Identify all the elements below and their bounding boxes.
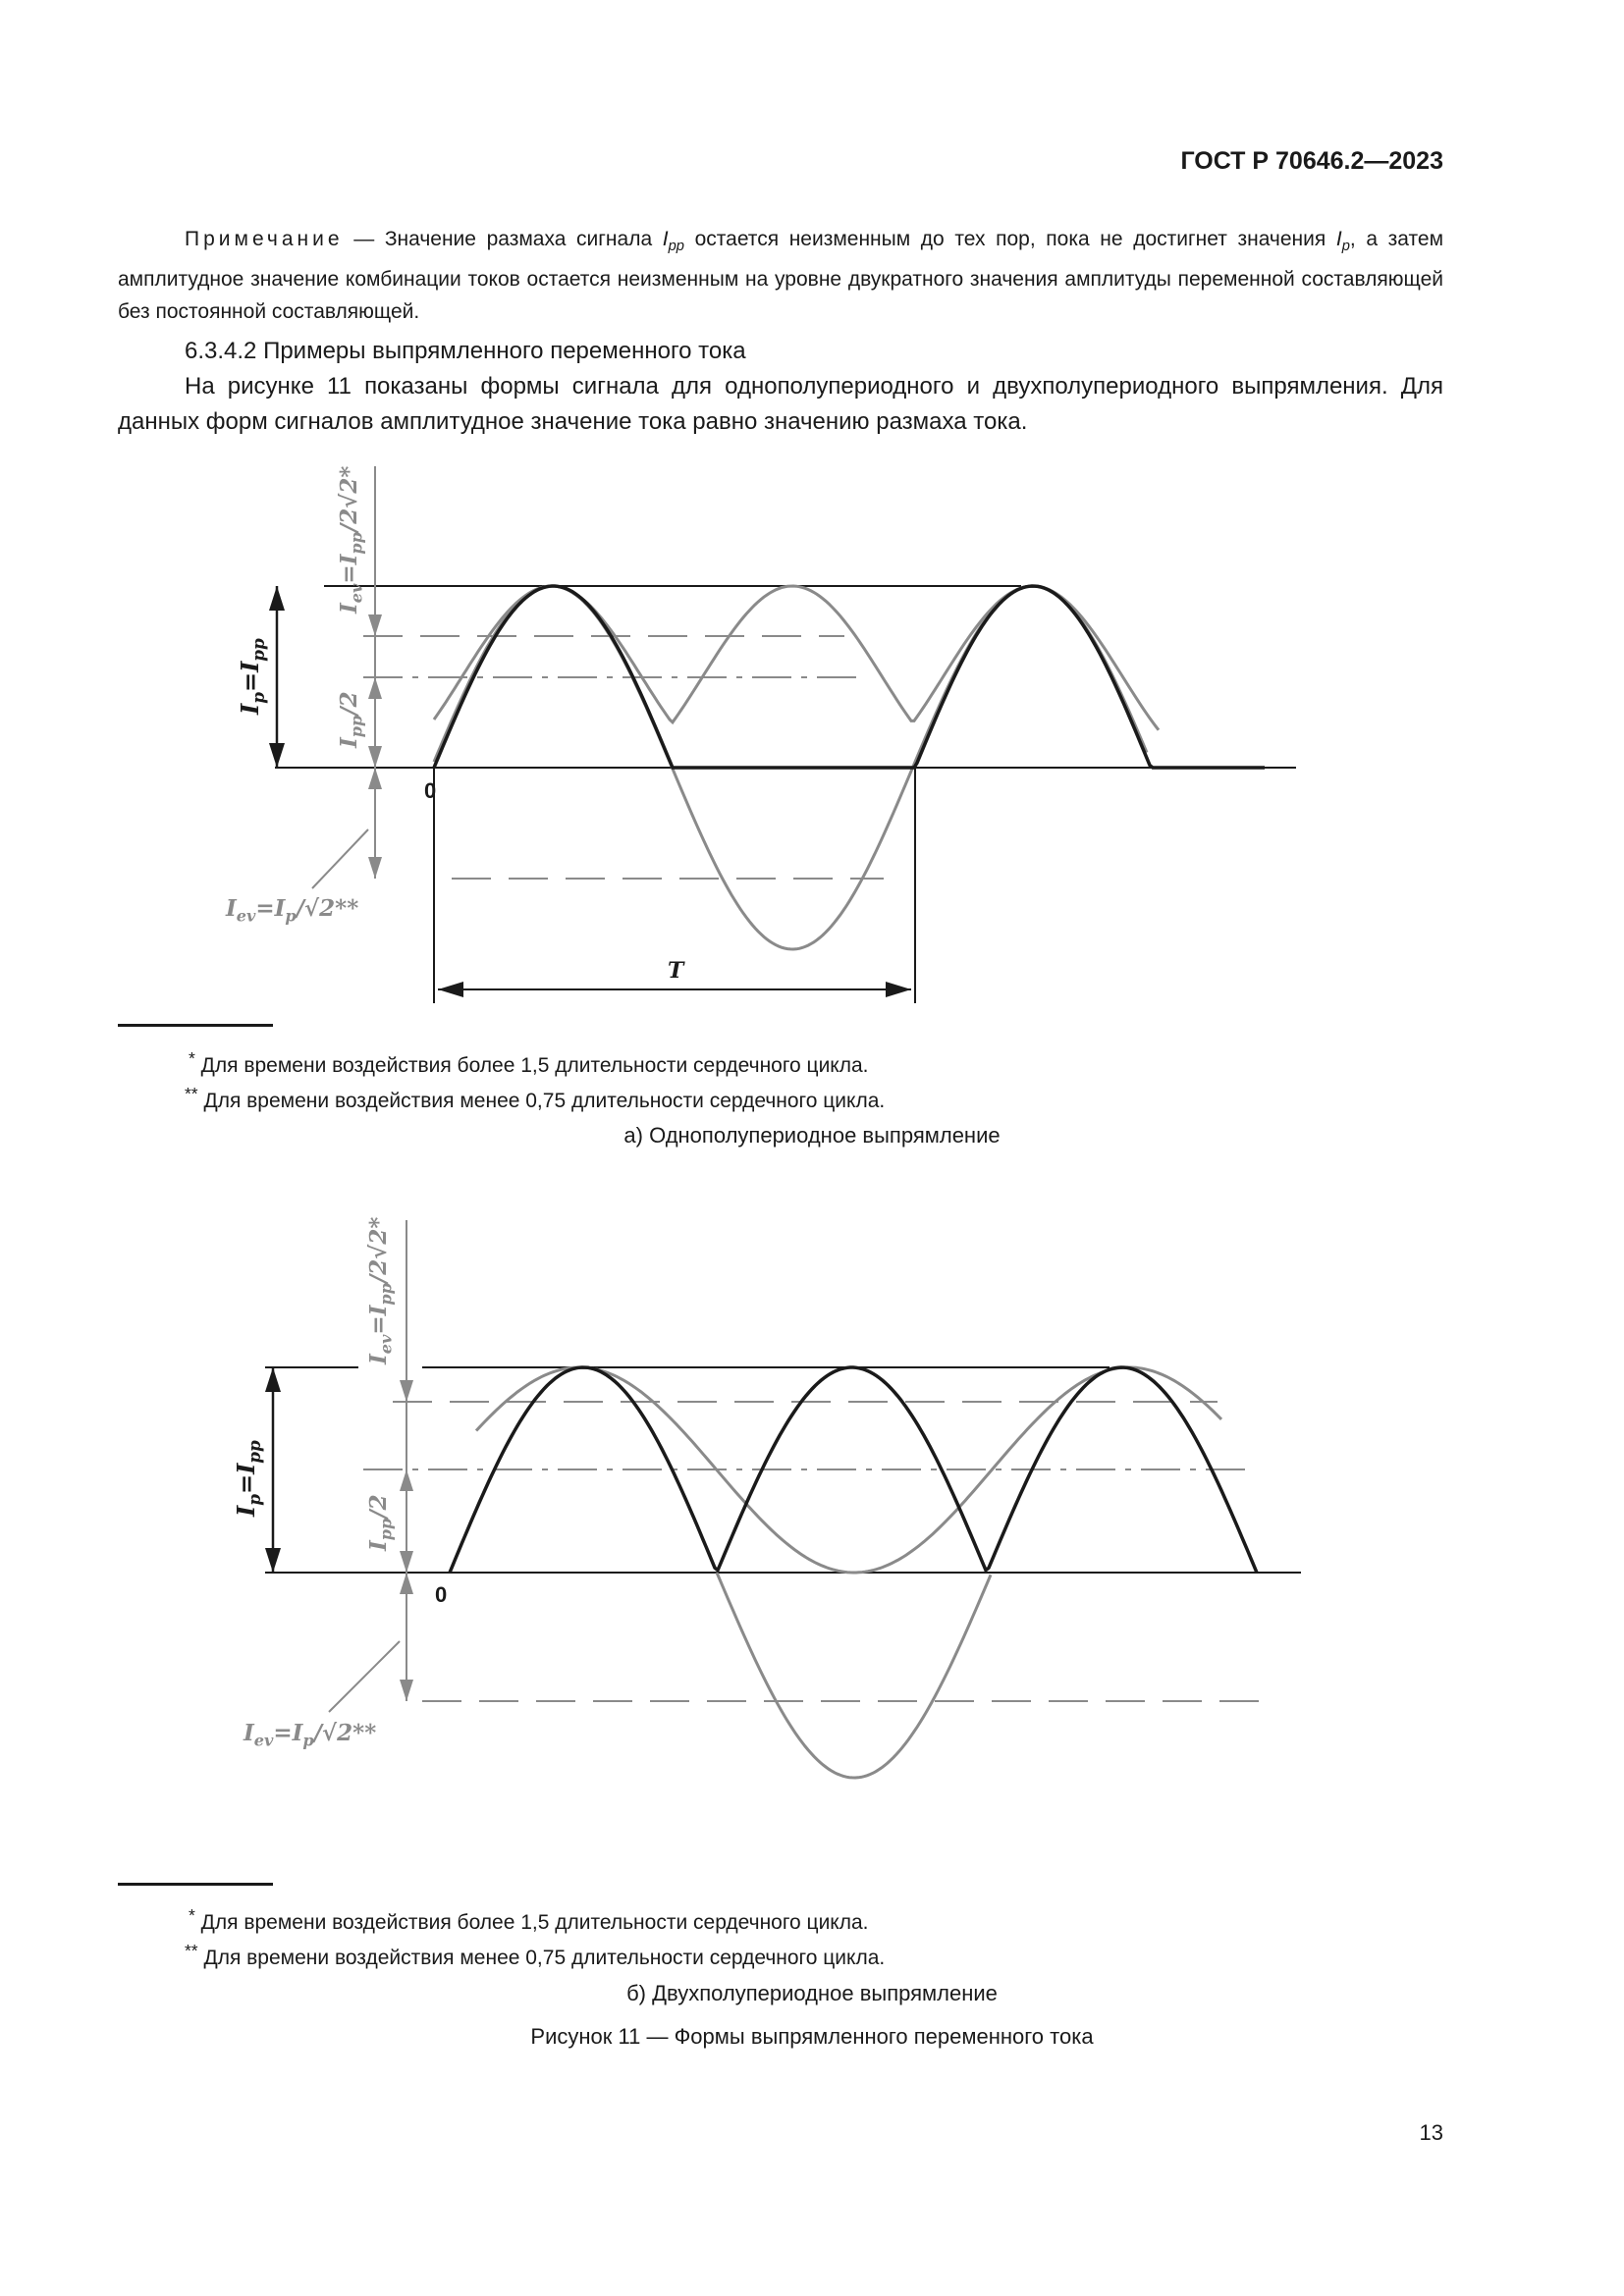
fig-a-label-iev-bot: $I_{ev}=I_p/√2**$ bbox=[226, 895, 359, 926]
note-paragraph: Примечание — Значение размаха сигнала $I_{pp}$ остается неизменным до тех пор, пока не достигнет значения $I_p$, а затем амплитудное значение комбинации токов остается неизменным на уровне двукратного значения амплитуды переменной составляющей без постоянной составляющей. bbox=[118, 228, 1444, 324]
figure-caption: Рисунок 11 — Формы выпрямленного переменного тока bbox=[530, 2024, 1094, 2049]
fig-b-footnote-rule bbox=[118, 1883, 273, 1886]
fig-b-footnotes: * Для времени воздействия более 1,5 длительности сердечного цикла. ** Для времени воздействия менее 0,75 длительности сердечного цикла. bbox=[185, 1905, 886, 1969]
fig-b-ac-wave bbox=[717, 1573, 991, 1778]
fig-a-label-ip-ipp: $I_p=I_{pp}$ bbox=[236, 638, 268, 715]
fig-b-label-ip-ipp: $I_p=I_{pp}$ bbox=[232, 1440, 264, 1517]
fig-b-label-iev-bot: $I_{ev}=I_p/√2**$ bbox=[244, 1720, 377, 1750]
fig-a-label-period: T bbox=[668, 958, 684, 984]
fig-a-footnotes: * Для времени воздействия более 1,5 длительности сердечного цикла. ** Для времени воздействия менее 0,75 длительности сердечного цикла. bbox=[185, 1048, 886, 1112]
fig-b-label-zero: 0 bbox=[435, 1582, 448, 1607]
section-heading: 6.3.4.2 Примеры выпрямленного переменного тока bbox=[185, 338, 746, 364]
document-code: ГОСТ Р 70646.2—2023 bbox=[1180, 147, 1443, 175]
fig-a-caption: а) Однополупериодное выпрямление bbox=[623, 1123, 1001, 1148]
fig-b-label-iev-top: $I_{ev}=I_{pp}/2√2*$ bbox=[365, 1216, 396, 1364]
fig-b-caption: б) Двухполупериодное выпрямление bbox=[626, 1981, 998, 2005]
fig-a-label-zero: 0 bbox=[424, 778, 437, 803]
page-number: 13 bbox=[1419, 2120, 1443, 2145]
section-body: На рисунке 11 показаны формы сигнала для однополупериодного и двухполупериодного выпрямления. Для данных форм сигналов амплитудное значение тока равно значению размаха тока. bbox=[118, 373, 1443, 435]
fig-a-label-ipp2: $I_{pp}/2$ bbox=[336, 691, 366, 748]
note-label: Примечание bbox=[185, 228, 344, 250]
fig-b-label-ipp2: $I_{pp}/2$ bbox=[365, 1494, 396, 1551]
fig-a-label-iev-top: $I_{ev}=I_{pp}/2√2*$ bbox=[336, 465, 366, 614]
